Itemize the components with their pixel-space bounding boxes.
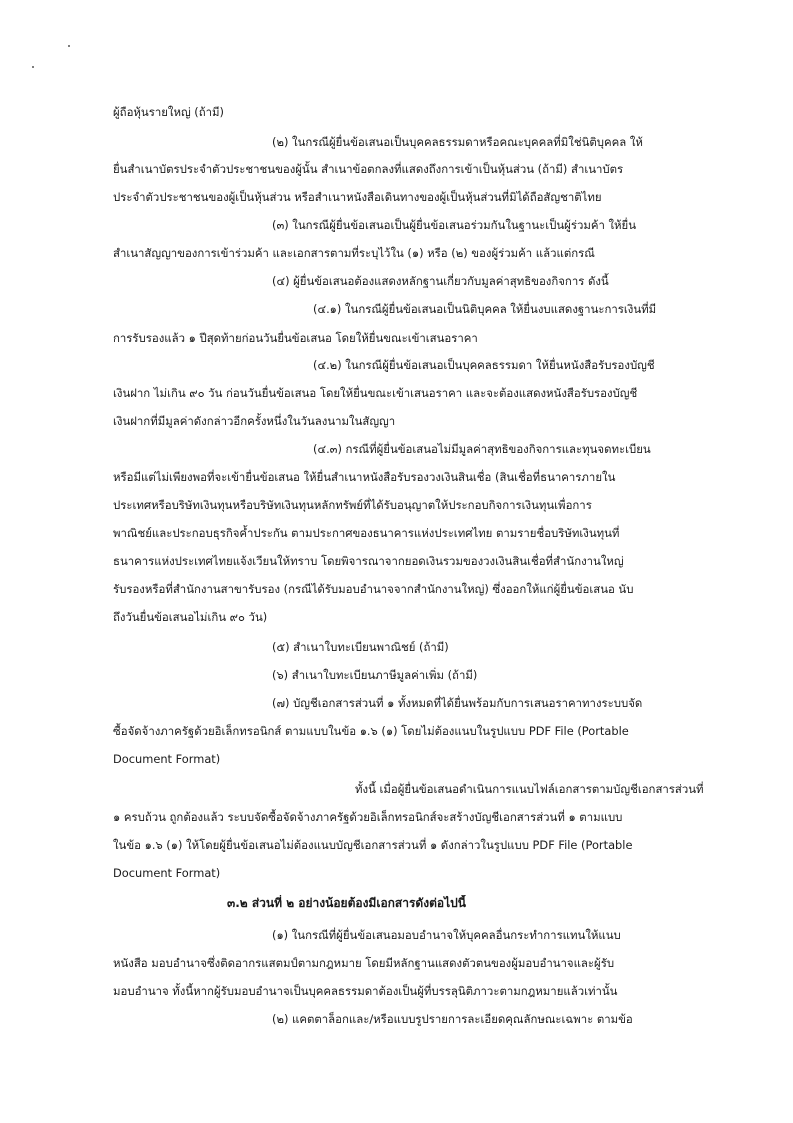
text-line: (๒) ในกรณีผู้ยื่นข้อเสนอเป็นบุคคลธรรมดาหรือคณะบุคคลที่มิใช่นิติบุคคล ให้ [272,135,643,149]
text-line: (๓) ในกรณีผู้ยื่นข้อเสนอเป็นผู้ยื่นข้อเสนอร่วมกันในฐานะเป็นผู้ร่วมค้า ให้ยื่น [272,218,637,232]
text-line: Document Format) [113,866,221,880]
text-line: ทั้งนี้ เมื่อผู้ยื่นข้อเสนอดำเนินการแนบไฟล์เอกสารตามบัญชีเอกสารส่วนที่ [355,782,704,796]
text-line: (๔.๒) ในกรณีผู้ยื่นข้อเสนอเป็นบุคคลธรรมดา ให้ยื่นหนังสือรับรองบัญชี [313,358,655,372]
text-line: ประเทศหรือบริษัทเงินทุนหรือบริษัทเงินทุนหลักทรัพย์ที่ได้รับอนุญาตให้ประกอบกิจการเงินทุนเพื่อการ [113,498,592,512]
text-line: หรือมีแต่ไม่เพียงพอที่จะเข้ายื่นข้อเสนอ ให้ยื่นสำเนาหนังสือรับรองวงเงินสินเชื่อ (สินเชื่อที่ธนาคารภายใน [113,470,616,484]
text-line: มอบอำนาจ ทั้งนี้หากผู้รับมอบอำนาจเป็นบุคคลธรรมดาต้องเป็นผู้ที่บรรลุนิติภาวะตามกฎหมายแล้วเท่านั้น [113,984,618,998]
text-line: การรับรองแล้ว ๑ ปีสุดท้ายก่อนวันยื่นข้อเสนอ โดยให้ยื่นขณะเข้าเสนอราคา [113,331,478,345]
text-line: ยื่นสำเนาบัตรประจำตัวประชาชนของผู้นั้น สำเนาข้อตกลงที่แสดงถึงการเข้าเป็นหุ้นส่วน (ถ้ามี) สำเนาบัตร [113,162,624,176]
text-line: ในข้อ ๑.๖ (๑) ให้โดยผู้ยื่นข้อเสนอไม่ต้องแนบบัญชีเอกสารส่วนที่ ๑ ดังกล่าวในรูปแบบ PDF File (Portable [113,838,633,852]
text-line: (๖) สำเนาใบทะเบียนภาษีมูลค่าเพิ่ม (ถ้ามี) [272,668,478,682]
text-line: Document Format) [113,752,221,766]
text-line: (๔) ผู้ยื่นข้อเสนอต้องแสดงหลักฐานเกี่ยวกับมูลค่าสุทธิของกิจการ ดังนี้ [272,274,609,288]
text-line: สำเนาสัญญาของการเข้าร่วมค้า และเอกสารตามที่ระบุไว้ใน (๑) หรือ (๒) ของผู้ร่วมค้า แล้วแต่กรณี [113,246,595,260]
text-line: (๒) แคตตาล็อกและ/หรือแบบรูปรายการละเอียดคุณลักษณะเฉพาะ ตามข้อ [272,1012,633,1026]
text-line: เงินฝากที่มีมูลค่าดังกล่าวอีกครั้งหนึ่งในวันลงนามในสัญญา [113,414,396,428]
text-line: ประจำตัวประชาชนของผู้เป็นหุ้นส่วน หรือสำเนาหนังสือเดินทางของผู้เป็นหุ้นส่วนที่มิได้ถือสัญชาติไทย [113,190,602,204]
text-line: ซื้อจัดจ้างภาครัฐด้วยอิเล็กทรอนิกส์ ตามแบบในข้อ ๑.๖ (๑) โดยไม่ต้องแนบในรูปแบบ PDF File (Portable [113,724,629,738]
text-line: (๕) สำเนาใบทะเบียนพาณิชย์ (ถ้ามี) [272,640,449,654]
text-line: ถึงวันยื่นข้อเสนอไม่เกิน ๙๐ วัน) [113,610,268,624]
text-line: (๑) ในกรณีที่ผู้ยื่นข้อเสนอมอบอำนาจให้บุคคลอื่นกระทำการแทนให้แนบ [272,928,621,942]
text-line: (๗) บัญชีเอกสารส่วนที่ ๑ ทั้งหมดที่ได้ยื่นพร้อมกับการเสนอราคาทางระบบจัด [272,696,643,710]
text-line: ผู้ถือหุ้นรายใหญ่ (ถ้ามี) [113,105,224,119]
text-line: หนังสือ มอบอำนาจซึ่งติดอากรแสตมป์ตามกฎหมาย โดยมีหลักฐานแสดงตัวตนของผู้มอบอำนาจและผู้รับ [113,956,615,970]
text-line: ๑ ครบถ้วน ถูกต้องแล้ว ระบบจัดซื้อจัดจ้างภาครัฐด้วยอิเล็กทรอนิกส์จะสร้างบัญชีเอกสารส่วนที่ ๑ ตามแบบ [113,810,623,824]
text-line: (๔.๓) กรณีที่ผู้ยื่นข้อเสนอไม่มีมูลค่าสุทธิของกิจการและทุนจดทะเบียน [313,442,651,456]
text-line: ธนาคารแห่งประเทศไทยแจ้งเวียนให้ทราบ โดยพิจารณาจากยอดเงินรวมของวงเงินสินเชื่อที่สำนักงานใหญ่ [113,554,624,568]
text-line: (๔.๑) ในกรณีผู้ยื่นข้อเสนอเป็นนิติบุคคล ให้ยื่นงบแสดงฐานะการเงินที่มี [313,302,657,316]
text-line: พาณิชย์และประกอบธุรกิจค้ำประกัน ตามประกาศของธนาคารแห่งประเทศไทย ตามรายชื่อบริษัทเงินทุนที่ [113,526,620,540]
text-line: เงินฝาก ไม่เกิน ๙๐ วัน ก่อนวันยื่นข้อเสนอ โดยให้ยื่นขณะเข้าเสนอราคา และจะต้องแสดงหนังสือรับรองบัญชี [113,386,638,400]
text-line: รับรองหรือที่สำนักงานสาขารับรอง (กรณีได้รับมอบอำนาจจากสำนักงานใหญ่) ซึ่งออกให้แก่ผู้ยื่นข้อเสนอ นับ [113,582,634,596]
section-heading: ๓.๒ ส่วนที่ ๒ อย่างน้อยต้องมีเอกสารดังต่อไปนี้ [227,896,466,910]
